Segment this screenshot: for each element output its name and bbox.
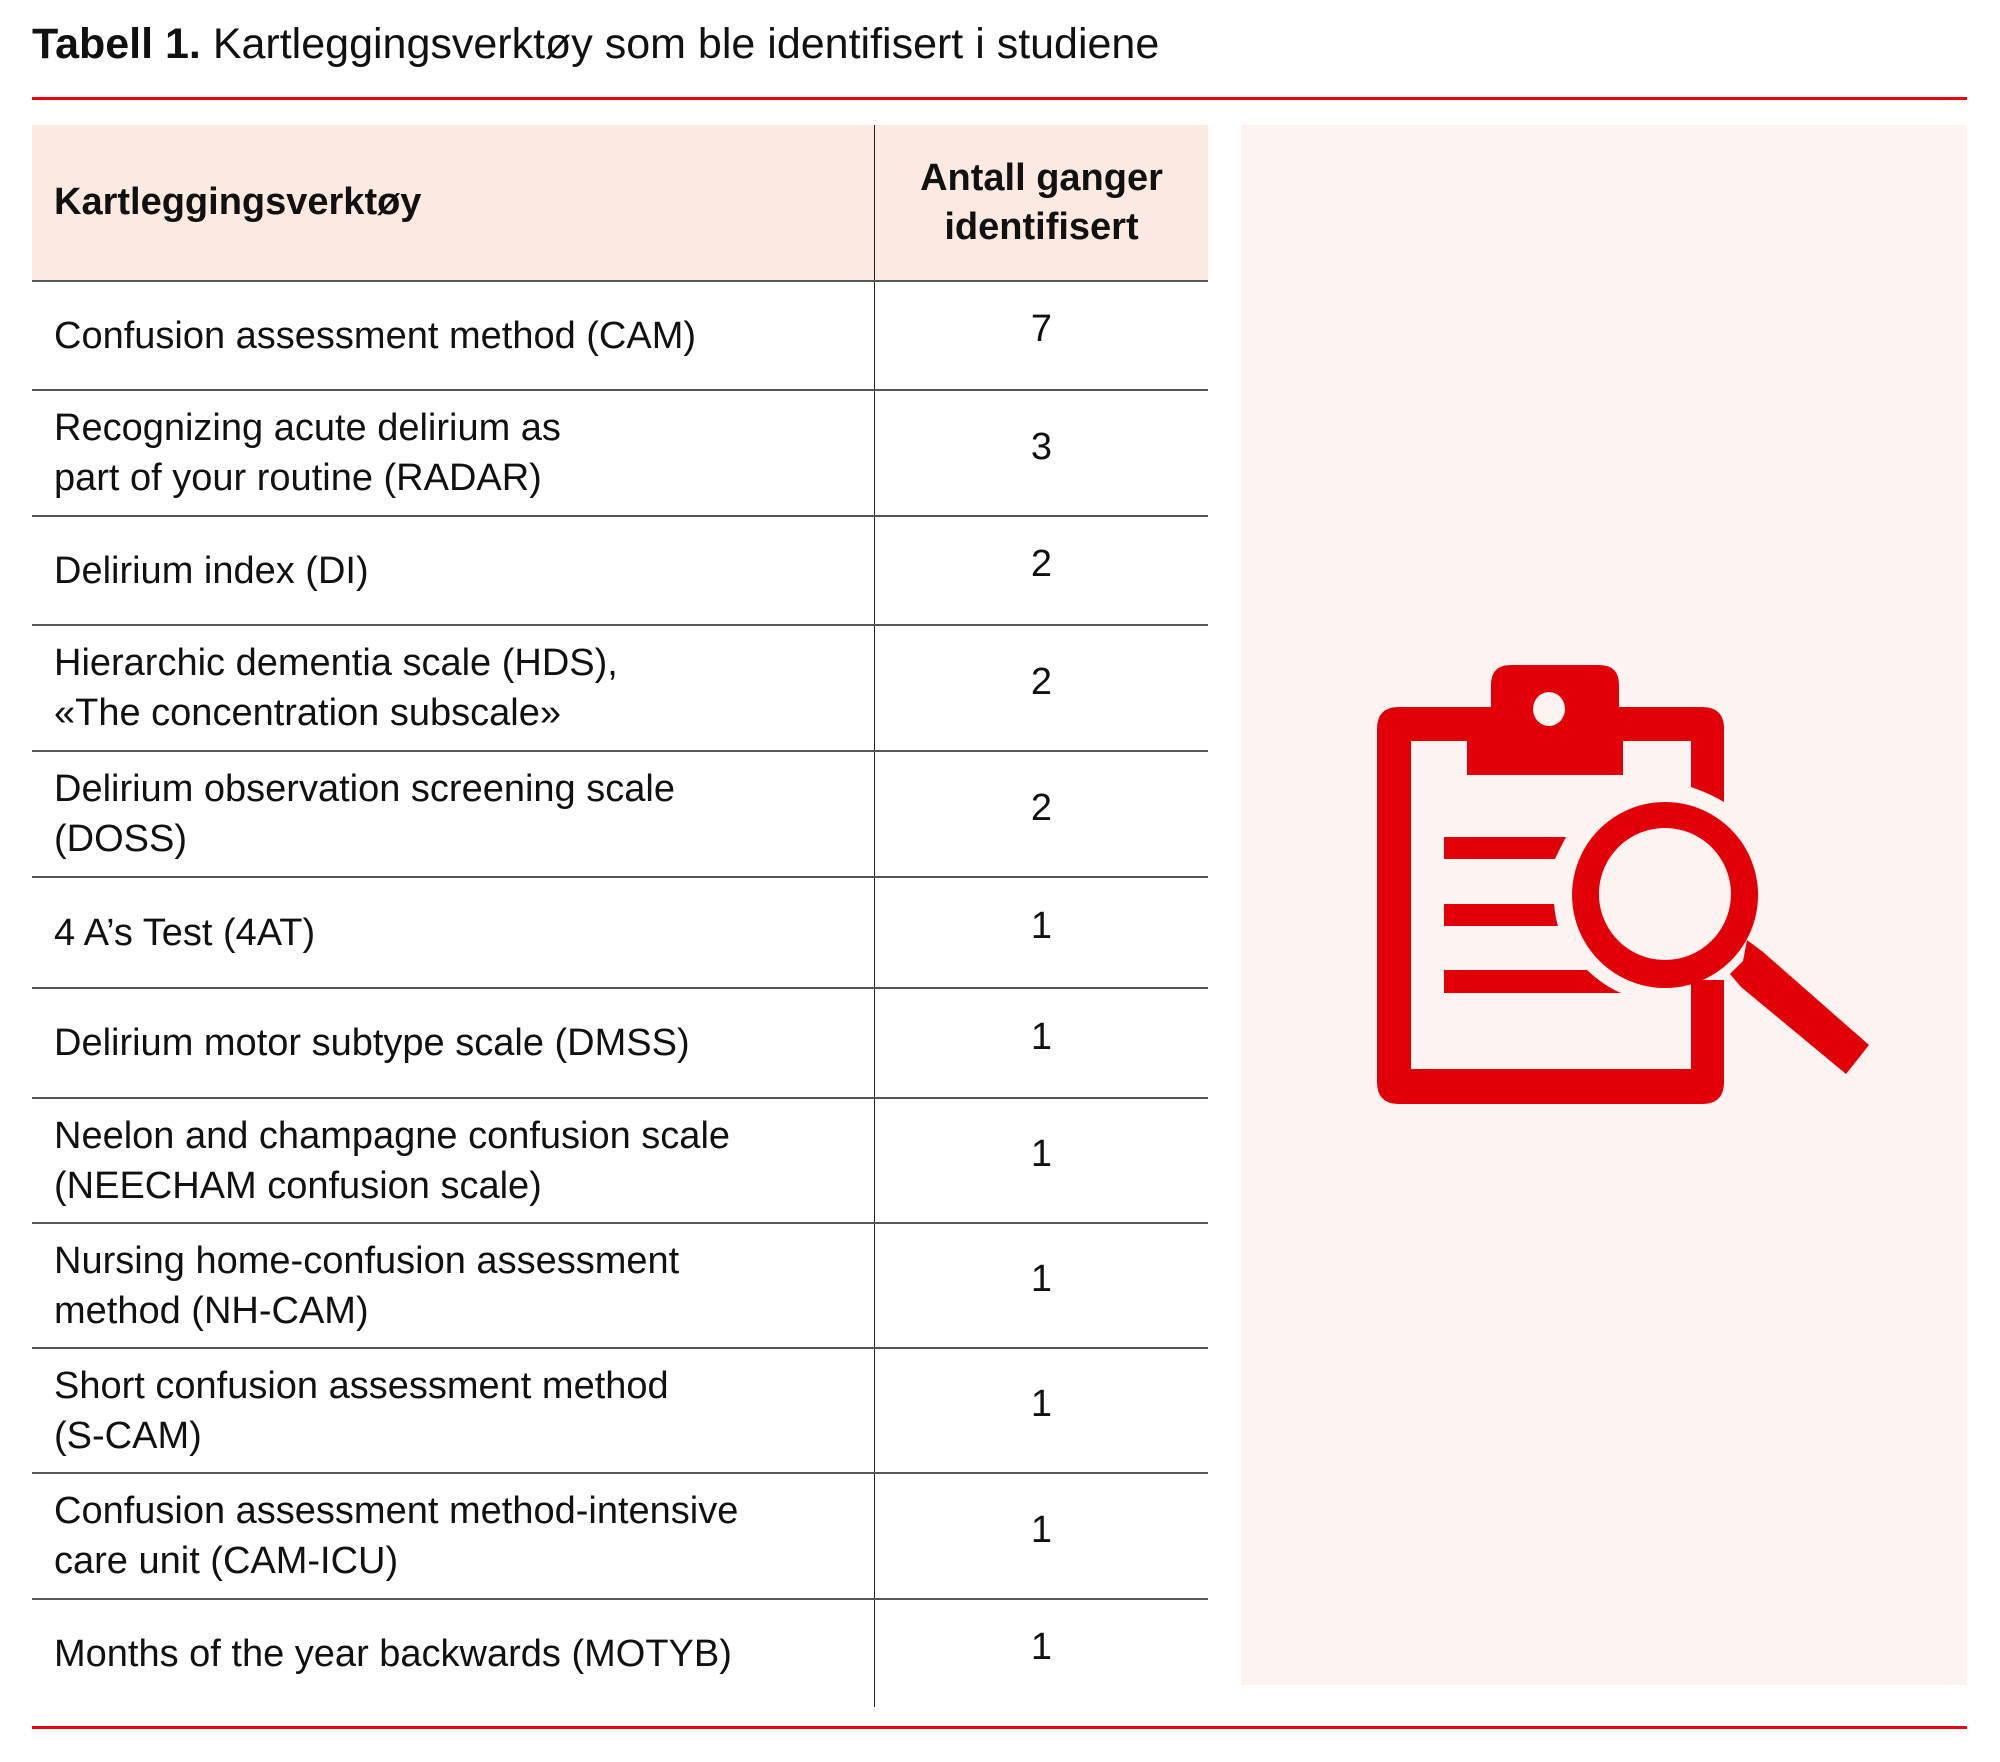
top-divider [32, 97, 1967, 100]
table-caption: Kartleggingsverktøy som ble identifisert i studiene [200, 20, 1160, 68]
bottom-divider [32, 1726, 1967, 1729]
count-cell: 2 [1030, 543, 1053, 585]
count-cell: 1 [1030, 1508, 1053, 1551]
illustration-panel [1241, 125, 1967, 1685]
count-cell: 7 [1030, 308, 1053, 350]
table-row [32, 626, 1208, 752]
table-row [32, 1349, 1208, 1474]
table-row [32, 752, 1208, 878]
count-cell: 1 [1030, 1133, 1053, 1175]
tool-cell: Confusion assessment method (CAM) [32, 282, 875, 389]
table-row [32, 1099, 1208, 1224]
table-row [32, 1600, 1208, 1707]
tool-cell: Delirium motor subtype scale (DMSS) [32, 989, 875, 1097]
table-title [32, 14, 1159, 74]
table-row [32, 989, 1208, 1099]
clipboard-search-icon [1377, 657, 1897, 1107]
count-cell: 1 [1030, 1258, 1053, 1300]
tools-table [32, 125, 1208, 1707]
table-row [32, 1224, 1208, 1349]
tool-cell: Recognizing acute delirium as part of your routine (RADAR) [32, 391, 875, 515]
count-cell: 1 [1030, 1015, 1053, 1058]
tool-cell: Nursing home-confusion assessment method (NH-CAM) [32, 1224, 875, 1347]
table-row [32, 282, 1208, 391]
table-row [32, 1474, 1208, 1600]
count-cell: 2 [1030, 786, 1053, 829]
table-header [32, 125, 1208, 282]
table-row [32, 878, 1208, 989]
tool-cell: Hierarchic dementia scale (HDS), «The concentration subscale» [32, 626, 875, 750]
count-cell: 1 [1030, 1626, 1053, 1668]
header-count [875, 125, 1208, 280]
header-count-line1: Antall ganger [920, 156, 1163, 199]
count-cell: 1 [1030, 1383, 1053, 1425]
header-count-line2: identifisert [944, 205, 1139, 248]
tool-cell: 4 A’s Test (4AT) [32, 878, 875, 987]
header-tool: Kartleggingsverktøy [32, 125, 875, 280]
count-cell: 3 [1030, 425, 1053, 468]
table-row [32, 517, 1208, 626]
count-cell: 1 [1030, 905, 1053, 947]
tool-cell: Confusion assessment method-intensive care unit (CAM-ICU) [32, 1474, 875, 1598]
tool-cell: Delirium index (DI) [32, 517, 875, 624]
tool-cell: Neelon and champagne confusion scale (NEECHAM confusion scale) [32, 1099, 875, 1222]
tool-cell: Delirium observation screening scale (DOSS) [32, 752, 875, 876]
table-number: Tabell 1. [32, 20, 201, 68]
tool-cell: Short confusion assessment method (S-CAM) [32, 1349, 875, 1472]
tool-cell: Months of the year backwards (MOTYB) [32, 1600, 875, 1707]
count-cell: 2 [1030, 660, 1053, 703]
table-row [32, 391, 1208, 517]
